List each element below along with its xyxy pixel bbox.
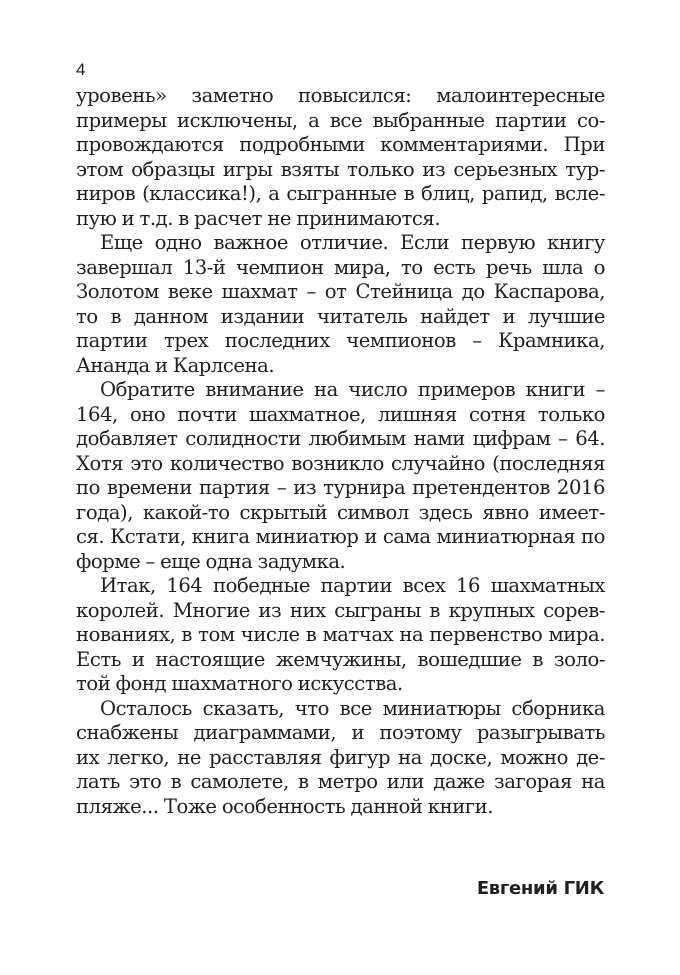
- text-line: Итак, 164 победные партии всех 16 шахматных: [100, 574, 605, 597]
- text-line: 164, оно почти шахматное, лишняя сотня только: [76, 402, 605, 426]
- text-line: Ананда и Карлсена.: [76, 353, 275, 377]
- text-line: пляже... Тоже особенность данной книги.: [76, 794, 494, 818]
- paragraph-5: [76, 697, 605, 820]
- text-line: их легко, не расставляя фигур на доске, можно де-: [76, 745, 605, 769]
- text-line: Еще одно важное отличие. Если первую книгу: [100, 231, 605, 254]
- text-line: той фонд шахматного искусства.: [76, 672, 403, 695]
- text-line: завершал 13-й чемпион мира, то есть речь шла о: [76, 255, 605, 279]
- text-line: Золотом веке шахмат – от Стейница до Каспарова,: [76, 280, 605, 303]
- text-line: ниров (классика!), а сыгранные в блиц, рапид, вслe-: [76, 182, 605, 205]
- text-line: по времени партия – из турнира претендентов 2016: [76, 476, 605, 499]
- paragraph-3: [76, 378, 605, 574]
- text-line: провождаются подробными комментариями. При: [76, 133, 605, 156]
- text-line: Осталось сказать, что все миниатюры сборника: [100, 696, 605, 720]
- text-line: пую и т.д. в расчет не принимаются.: [76, 206, 441, 230]
- text-line: уровень» заметно повысился: малоинтересные: [76, 84, 605, 107]
- paragraph-2: [76, 231, 605, 378]
- author-signature: Евгений ГИК: [476, 878, 604, 899]
- text-line: форме – еще одна задумка.: [76, 549, 346, 573]
- text-line: королей. Многие из них сыграны в крупных сорев-: [76, 598, 605, 622]
- paragraph-1: [76, 84, 605, 231]
- text-line: года), какой-то скрытый символ здесь явно имеет-: [76, 500, 605, 524]
- text-line: ся. Кстати, книга миниатюр и сама миниатюрная по: [76, 525, 605, 548]
- text-line: партии трех последних чемпионов – Крамника,: [76, 329, 605, 352]
- text-line: добавляет солидности любимым нами цифрам – 64.: [76, 427, 605, 450]
- text-line: снабжены диаграммами, и поэтому разыгрывать: [76, 721, 605, 744]
- paragraph-4: [76, 574, 605, 697]
- text-line: нованиях, в том числе в матчах на первенство мира.: [76, 623, 605, 646]
- page-number: 4: [76, 60, 86, 79]
- text-line: Обратите внимание на число примеров книги –: [100, 378, 605, 401]
- text-line: лать это в самолете, в метро или даже загорая на: [76, 770, 605, 793]
- body-text: [76, 84, 605, 819]
- text-line: Хотя это количество возникло случайно (последняя: [76, 451, 605, 475]
- text-line: этом образцы игры взяты только из серьезных тур-: [76, 157, 605, 181]
- text-line: то в данном издании читатель найдет и лучшие: [76, 304, 605, 328]
- text-line: Есть и настоящие жемчужины, вошедшие в золо-: [76, 647, 605, 671]
- text-line: примеры исключены, а все выбранные партии со-: [76, 108, 605, 132]
